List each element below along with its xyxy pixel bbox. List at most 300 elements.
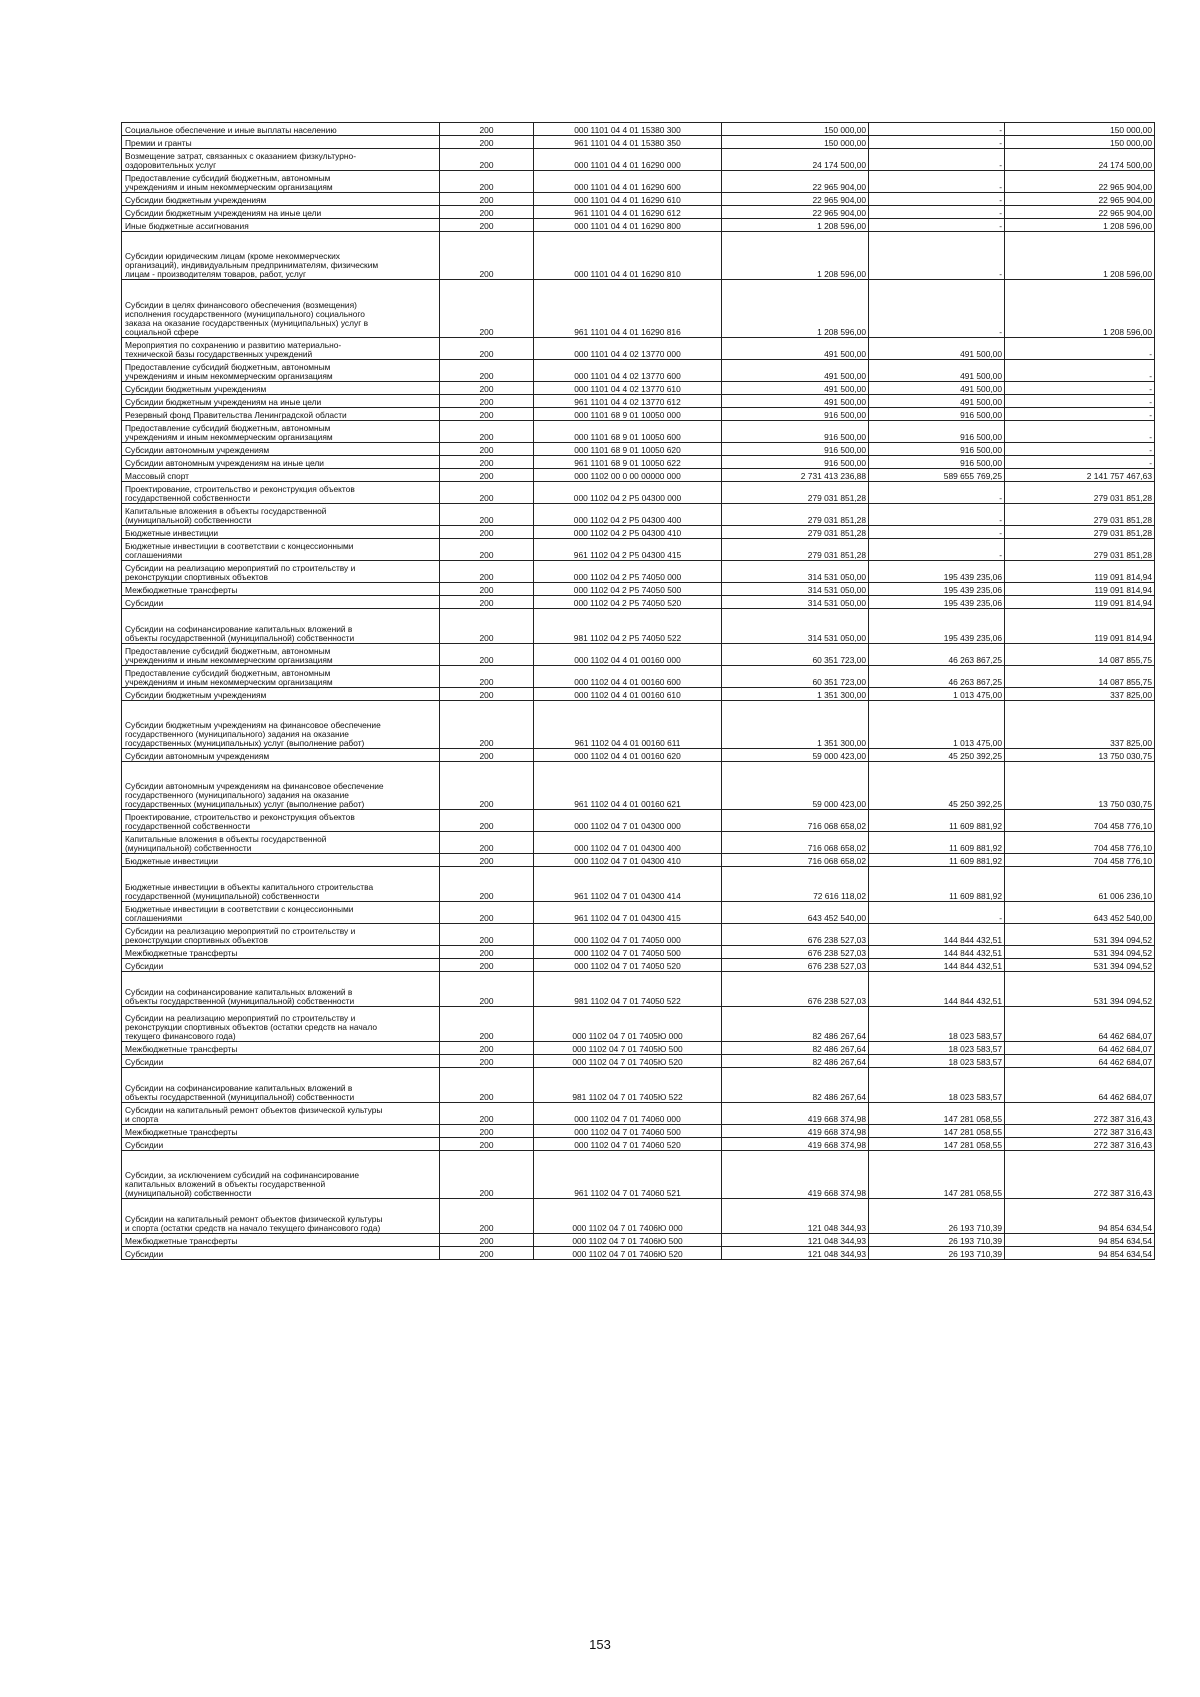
table-row [122, 924, 1155, 946]
table-row [122, 136, 1155, 149]
row-unexecuted-amount-cell: - [1005, 338, 1155, 360]
table-row [122, 867, 1155, 902]
row-code-cell: 200 [440, 171, 534, 193]
table-row [122, 206, 1155, 219]
row-unexecuted-amount-cell: 64 462 684,07 [1005, 1042, 1155, 1055]
row-code-cell: 200 [440, 456, 534, 469]
row-code-cell: 200 [440, 924, 534, 946]
row-unexecuted-amount-cell: 279 031 851,28 [1005, 526, 1155, 539]
row-code-cell: 200 [440, 972, 534, 1007]
row-unexecuted-amount-cell: 337 825,00 [1005, 688, 1155, 701]
row-executed-amount-cell: - [869, 193, 1005, 206]
row-code-cell: 200 [440, 539, 534, 561]
row-approved-amount-cell: 59 000 423,00 [722, 762, 869, 810]
row-executed-amount-cell: - [869, 482, 1005, 504]
row-executed-amount-cell: 147 281 058,55 [869, 1103, 1005, 1125]
row-code-cell: 200 [440, 867, 534, 902]
row-unexecuted-amount-cell: 64 462 684,07 [1005, 1068, 1155, 1103]
row-classification-code-cell: 981 1102 04 2 P5 74050 522 [534, 609, 722, 644]
row-classification-code-cell: 000 1102 04 2 P5 74050 500 [534, 583, 722, 596]
row-executed-amount-cell: 45 250 392,25 [869, 749, 1005, 762]
row-executed-amount-cell: 491 500,00 [869, 360, 1005, 382]
row-unexecuted-amount-cell: - [1005, 382, 1155, 395]
row-unexecuted-amount-cell: 64 462 684,07 [1005, 1055, 1155, 1068]
row-executed-amount-cell: 26 193 710,39 [869, 1247, 1005, 1260]
row-approved-amount-cell: 676 238 527,03 [722, 959, 869, 972]
row-name-cell: Мероприятия по сохранению и развитию материально- технической базы государственных учреждений [122, 338, 440, 360]
row-code-cell: 200 [440, 1234, 534, 1247]
row-approved-amount-cell: 676 238 527,03 [722, 924, 869, 946]
row-name-cell: Социальное обеспечение и иные выплаты населению [122, 123, 440, 136]
row-name-cell: Субсидии бюджетным учреждениям на финансовое обеспечение государственного (муниципального) задания на оказание государственных (муниципальных) услуг (выполнение работ) [122, 701, 440, 749]
row-name-cell: Субсидии на реализацию мероприятий по строительству и реконструкции спортивных объектов [122, 924, 440, 946]
row-classification-code-cell: 000 1102 04 4 01 00160 600 [534, 666, 722, 688]
row-name-cell: Субсидии [122, 1138, 440, 1151]
row-unexecuted-amount-cell: 279 031 851,28 [1005, 482, 1155, 504]
row-name-cell: Предоставление субсидий бюджетным, автономным учреждениям и иным некоммерческим организациям [122, 421, 440, 443]
table-row [122, 526, 1155, 539]
row-approved-amount-cell: 491 500,00 [722, 360, 869, 382]
row-classification-code-cell: 000 1101 68 9 01 10050 000 [534, 408, 722, 421]
row-approved-amount-cell: 916 500,00 [722, 443, 869, 456]
row-unexecuted-amount-cell: 531 394 094,52 [1005, 972, 1155, 1007]
row-executed-amount-cell: 916 500,00 [869, 408, 1005, 421]
table-row [122, 232, 1155, 280]
table-row [122, 1151, 1155, 1199]
row-executed-amount-cell: 144 844 432,51 [869, 924, 1005, 946]
row-unexecuted-amount-cell: 119 091 814,94 [1005, 561, 1155, 583]
row-code-cell: 200 [440, 596, 534, 609]
row-classification-code-cell: 000 1102 04 7 01 74060 000 [534, 1103, 722, 1125]
row-unexecuted-amount-cell: - [1005, 456, 1155, 469]
row-unexecuted-amount-cell: 94 854 634,54 [1005, 1199, 1155, 1234]
row-name-cell: Межбюджетные трансферты [122, 946, 440, 959]
table-row [122, 360, 1155, 382]
row-classification-code-cell: 000 1102 04 7 01 7406Ю 520 [534, 1247, 722, 1260]
table-row [122, 1042, 1155, 1055]
row-code-cell: 200 [440, 206, 534, 219]
row-classification-code-cell: 000 1101 04 4 01 16290 600 [534, 171, 722, 193]
row-code-cell: 200 [440, 946, 534, 959]
row-executed-amount-cell: 144 844 432,51 [869, 972, 1005, 1007]
table-row [122, 443, 1155, 456]
row-approved-amount-cell: 1 351 300,00 [722, 701, 869, 749]
row-classification-code-cell: 000 1101 68 9 01 10050 600 [534, 421, 722, 443]
row-name-cell: Межбюджетные трансферты [122, 1125, 440, 1138]
row-classification-code-cell: 000 1102 04 7 01 74060 520 [534, 1138, 722, 1151]
row-approved-amount-cell: 82 486 267,64 [722, 1042, 869, 1055]
row-approved-amount-cell: 1 208 596,00 [722, 232, 869, 280]
table-row [122, 854, 1155, 867]
row-executed-amount-cell: 195 439 235,06 [869, 609, 1005, 644]
row-approved-amount-cell: 716 068 658,02 [722, 810, 869, 832]
row-unexecuted-amount-cell: 272 387 316,43 [1005, 1125, 1155, 1138]
row-name-cell: Субсидии на реализацию мероприятий по строительству и реконструкции спортивных объектов [122, 561, 440, 583]
table-row [122, 395, 1155, 408]
row-executed-amount-cell: 11 609 881,92 [869, 867, 1005, 902]
row-classification-code-cell: 000 1102 04 7 01 7406Ю 500 [534, 1234, 722, 1247]
row-classification-code-cell: 000 1101 04 4 01 15380 300 [534, 123, 722, 136]
page-number: 153 [589, 1637, 611, 1652]
row-approved-amount-cell: 419 668 374,98 [722, 1103, 869, 1125]
row-approved-amount-cell: 2 731 413 236,88 [722, 469, 869, 482]
table-row [122, 959, 1155, 972]
table-row [122, 482, 1155, 504]
row-classification-code-cell: 000 1102 04 7 01 04300 000 [534, 810, 722, 832]
row-unexecuted-amount-cell: 704 458 776,10 [1005, 810, 1155, 832]
row-approved-amount-cell: 314 531 050,00 [722, 583, 869, 596]
row-name-cell: Субсидии [122, 596, 440, 609]
table-row [122, 902, 1155, 924]
table-row [122, 1234, 1155, 1247]
row-code-cell: 200 [440, 482, 534, 504]
row-approved-amount-cell: 314 531 050,00 [722, 609, 869, 644]
row-classification-code-cell: 000 1102 04 7 01 04300 410 [534, 854, 722, 867]
row-code-cell: 200 [440, 1103, 534, 1125]
row-classification-code-cell: 000 1102 04 2 P5 04300 400 [534, 504, 722, 526]
row-approved-amount-cell: 716 068 658,02 [722, 854, 869, 867]
row-code-cell: 200 [440, 219, 534, 232]
row-executed-amount-cell: 46 263 867,25 [869, 644, 1005, 666]
row-executed-amount-cell: 18 023 583,57 [869, 1055, 1005, 1068]
row-approved-amount-cell: 491 500,00 [722, 395, 869, 408]
row-code-cell: 200 [440, 382, 534, 395]
row-unexecuted-amount-cell: 14 087 855,75 [1005, 644, 1155, 666]
row-executed-amount-cell: 18 023 583,57 [869, 1042, 1005, 1055]
row-approved-amount-cell: 314 531 050,00 [722, 596, 869, 609]
row-unexecuted-amount-cell: - [1005, 395, 1155, 408]
table-row [122, 583, 1155, 596]
row-name-cell: Субсидии автономным учреждениям на иные цели [122, 456, 440, 469]
row-classification-code-cell: 000 1101 04 4 01 16290 810 [534, 232, 722, 280]
row-classification-code-cell: 000 1102 04 7 01 74060 500 [534, 1125, 722, 1138]
row-approved-amount-cell: 916 500,00 [722, 408, 869, 421]
row-unexecuted-amount-cell: 119 091 814,94 [1005, 609, 1155, 644]
row-name-cell: Бюджетные инвестиции в соответствии с концессионными соглашениями [122, 902, 440, 924]
row-code-cell: 200 [440, 1247, 534, 1260]
row-executed-amount-cell: 18 023 583,57 [869, 1007, 1005, 1042]
row-classification-code-cell: 961 1101 04 4 01 16290 612 [534, 206, 722, 219]
budget-table-body [122, 123, 1155, 1260]
table-row [122, 688, 1155, 701]
row-classification-code-cell: 000 1102 04 2 P5 74050 000 [534, 561, 722, 583]
row-approved-amount-cell: 121 048 344,93 [722, 1234, 869, 1247]
row-code-cell: 200 [440, 701, 534, 749]
row-unexecuted-amount-cell: 643 452 540,00 [1005, 902, 1155, 924]
row-approved-amount-cell: 676 238 527,03 [722, 946, 869, 959]
row-approved-amount-cell: 314 531 050,00 [722, 561, 869, 583]
row-name-cell: Субсидии, за исключением субсидий на софинансирование капитальных вложений в объекты государственной (муниципальной) собственности [122, 1151, 440, 1199]
row-code-cell: 200 [440, 360, 534, 382]
row-executed-amount-cell: - [869, 526, 1005, 539]
row-name-cell: Субсидии автономным учреждениям [122, 443, 440, 456]
row-name-cell: Межбюджетные трансферты [122, 583, 440, 596]
row-unexecuted-amount-cell: 1 208 596,00 [1005, 232, 1155, 280]
table-row [122, 1007, 1155, 1042]
row-classification-code-cell: 961 1102 04 7 01 04300 415 [534, 902, 722, 924]
row-code-cell: 200 [440, 1199, 534, 1234]
row-code-cell: 200 [440, 526, 534, 539]
row-classification-code-cell: 000 1102 04 2 P5 74050 520 [534, 596, 722, 609]
row-unexecuted-amount-cell: 13 750 030,75 [1005, 762, 1155, 810]
row-code-cell: 200 [440, 193, 534, 206]
table-row [122, 149, 1155, 171]
row-executed-amount-cell: - [869, 206, 1005, 219]
row-classification-code-cell: 961 1101 04 4 01 15380 350 [534, 136, 722, 149]
row-approved-amount-cell: 676 238 527,03 [722, 972, 869, 1007]
table-row [122, 810, 1155, 832]
row-executed-amount-cell: 46 263 867,25 [869, 666, 1005, 688]
table-row [122, 561, 1155, 583]
table-row [122, 421, 1155, 443]
row-name-cell: Субсидии на капитальный ремонт объектов физической культуры и спорта [122, 1103, 440, 1125]
row-executed-amount-cell: 11 609 881,92 [869, 810, 1005, 832]
row-unexecuted-amount-cell: 272 387 316,43 [1005, 1138, 1155, 1151]
row-classification-code-cell: 961 1102 04 4 01 00160 621 [534, 762, 722, 810]
row-approved-amount-cell: 24 174 500,00 [722, 149, 869, 171]
row-approved-amount-cell: 150 000,00 [722, 123, 869, 136]
row-code-cell: 200 [440, 232, 534, 280]
row-code-cell: 200 [440, 959, 534, 972]
table-row [122, 382, 1155, 395]
row-classification-code-cell: 000 1102 04 7 01 74050 520 [534, 959, 722, 972]
row-unexecuted-amount-cell: 94 854 634,54 [1005, 1234, 1155, 1247]
row-code-cell: 200 [440, 1138, 534, 1151]
row-executed-amount-cell: 491 500,00 [869, 382, 1005, 395]
row-name-cell: Проектирование, строительство и реконструкция объектов государственной собственности [122, 810, 440, 832]
row-code-cell: 200 [440, 609, 534, 644]
row-approved-amount-cell: 60 351 723,00 [722, 666, 869, 688]
row-code-cell: 200 [440, 123, 534, 136]
row-name-cell: Субсидии [122, 959, 440, 972]
row-unexecuted-amount-cell: 272 387 316,43 [1005, 1151, 1155, 1199]
table-row [122, 762, 1155, 810]
row-executed-amount-cell: 1 013 475,00 [869, 701, 1005, 749]
row-name-cell: Возмещение затрат, связанных с оказанием физкультурно- оздоровительных услуг [122, 149, 440, 171]
row-name-cell: Субсидии в целях финансового обеспечения (возмещения) исполнения государственного (муниципального) социального заказа на оказание государственных (муниципальных) услуг в социальной сфере [122, 280, 440, 338]
row-unexecuted-amount-cell: 119 091 814,94 [1005, 596, 1155, 609]
row-classification-code-cell: 000 1102 04 4 01 00160 620 [534, 749, 722, 762]
row-unexecuted-amount-cell: - [1005, 360, 1155, 382]
row-name-cell: Межбюджетные трансферты [122, 1234, 440, 1247]
row-unexecuted-amount-cell: 61 006 236,10 [1005, 867, 1155, 902]
row-classification-code-cell: 000 1102 04 7 01 7405Ю 520 [534, 1055, 722, 1068]
row-classification-code-cell: 000 1102 04 7 01 7405Ю 000 [534, 1007, 722, 1042]
row-unexecuted-amount-cell: 704 458 776,10 [1005, 832, 1155, 854]
table-row [122, 972, 1155, 1007]
row-unexecuted-amount-cell: 22 965 904,00 [1005, 193, 1155, 206]
row-classification-code-cell: 000 1101 04 4 01 16290 800 [534, 219, 722, 232]
row-code-cell: 200 [440, 644, 534, 666]
table-row [122, 1055, 1155, 1068]
row-name-cell: Субсидии бюджетным учреждениям [122, 382, 440, 395]
row-name-cell: Капитальные вложения в объекты государственной (муниципальной) собственности [122, 832, 440, 854]
row-approved-amount-cell: 491 500,00 [722, 338, 869, 360]
row-code-cell: 200 [440, 762, 534, 810]
table-row [122, 1138, 1155, 1151]
row-code-cell: 200 [440, 1151, 534, 1199]
row-name-cell: Предоставление субсидий бюджетным, автономным учреждениям и иным некоммерческим организациям [122, 360, 440, 382]
row-name-cell: Проектирование, строительство и реконструкция объектов государственной собственности [122, 482, 440, 504]
row-executed-amount-cell: 916 500,00 [869, 443, 1005, 456]
row-approved-amount-cell: 1 208 596,00 [722, 219, 869, 232]
row-code-cell: 200 [440, 810, 534, 832]
row-executed-amount-cell: 195 439 235,06 [869, 583, 1005, 596]
table-row [122, 539, 1155, 561]
table-row [122, 504, 1155, 526]
row-executed-amount-cell: 147 281 058,55 [869, 1151, 1005, 1199]
row-classification-code-cell: 961 1102 04 4 01 00160 611 [534, 701, 722, 749]
row-approved-amount-cell: 150 000,00 [722, 136, 869, 149]
row-classification-code-cell: 000 1102 00 0 00 00000 000 [534, 469, 722, 482]
row-approved-amount-cell: 59 000 423,00 [722, 749, 869, 762]
row-executed-amount-cell: - [869, 504, 1005, 526]
row-classification-code-cell: 981 1102 04 7 01 7405Ю 522 [534, 1068, 722, 1103]
row-executed-amount-cell: 11 609 881,92 [869, 854, 1005, 867]
row-unexecuted-amount-cell: 2 141 757 467,63 [1005, 469, 1155, 482]
row-unexecuted-amount-cell: - [1005, 443, 1155, 456]
row-unexecuted-amount-cell: 279 031 851,28 [1005, 539, 1155, 561]
row-code-cell: 200 [440, 561, 534, 583]
row-code-cell: 200 [440, 421, 534, 443]
table-row [122, 666, 1155, 688]
row-name-cell: Субсидии на капитальный ремонт объектов физической культуры и спорта (остатки средств на начало текущего финансового года) [122, 1199, 440, 1234]
row-unexecuted-amount-cell: 14 087 855,75 [1005, 666, 1155, 688]
row-executed-amount-cell: - [869, 280, 1005, 338]
row-unexecuted-amount-cell: - [1005, 408, 1155, 421]
row-name-cell: Субсидии [122, 1247, 440, 1260]
row-classification-code-cell: 000 1101 04 4 02 13770 600 [534, 360, 722, 382]
row-code-cell: 200 [440, 666, 534, 688]
row-name-cell: Предоставление субсидий бюджетным, автономным учреждениям и иным некоммерческим организациям [122, 644, 440, 666]
row-code-cell: 200 [440, 469, 534, 482]
row-approved-amount-cell: 121 048 344,93 [722, 1247, 869, 1260]
row-name-cell: Бюджетные инвестиции в объекты капитального строительства государственной (муниципальной) собственности [122, 867, 440, 902]
row-classification-code-cell: 000 1101 04 4 02 13770 000 [534, 338, 722, 360]
table-row [122, 469, 1155, 482]
row-unexecuted-amount-cell: 150 000,00 [1005, 136, 1155, 149]
table-row [122, 1068, 1155, 1103]
row-name-cell: Бюджетные инвестиции [122, 854, 440, 867]
row-executed-amount-cell: 916 500,00 [869, 456, 1005, 469]
row-approved-amount-cell: 22 965 904,00 [722, 206, 869, 219]
row-name-cell: Субсидии юридическим лицам (кроме некоммерческих организаций), индивидуальным предпринимателям, физическим лицам - производителям товаров, работ, услуг [122, 232, 440, 280]
row-executed-amount-cell: - [869, 902, 1005, 924]
row-code-cell: 200 [440, 1125, 534, 1138]
row-approved-amount-cell: 82 486 267,64 [722, 1055, 869, 1068]
row-approved-amount-cell: 916 500,00 [722, 456, 869, 469]
row-approved-amount-cell: 82 486 267,64 [722, 1007, 869, 1042]
table-row [122, 408, 1155, 421]
row-name-cell: Бюджетные инвестиции [122, 526, 440, 539]
table-row [122, 1247, 1155, 1260]
row-executed-amount-cell: 195 439 235,06 [869, 561, 1005, 583]
row-approved-amount-cell: 72 616 118,02 [722, 867, 869, 902]
row-executed-amount-cell: - [869, 539, 1005, 561]
row-name-cell: Предоставление субсидий бюджетным, автономным учреждениям и иным некоммерческим организациям [122, 171, 440, 193]
row-executed-amount-cell: - [869, 219, 1005, 232]
row-unexecuted-amount-cell: 531 394 094,52 [1005, 924, 1155, 946]
row-classification-code-cell: 000 1101 68 9 01 10050 620 [534, 443, 722, 456]
row-name-cell: Предоставление субсидий бюджетным, автономным учреждениям и иным некоммерческим организациям [122, 666, 440, 688]
row-name-cell: Субсидии бюджетным учреждениям [122, 193, 440, 206]
row-name-cell: Субсидии бюджетным учреждениям на иные цели [122, 395, 440, 408]
row-name-cell: Субсидии бюджетным учреждениям [122, 688, 440, 701]
row-classification-code-cell: 000 1102 04 4 01 00160 610 [534, 688, 722, 701]
row-classification-code-cell: 000 1101 04 4 02 13770 610 [534, 382, 722, 395]
row-executed-amount-cell: 491 500,00 [869, 338, 1005, 360]
table-row [122, 946, 1155, 959]
row-code-cell: 200 [440, 149, 534, 171]
table-row [122, 596, 1155, 609]
row-unexecuted-amount-cell: 279 031 851,28 [1005, 504, 1155, 526]
row-executed-amount-cell: 1 013 475,00 [869, 688, 1005, 701]
row-approved-amount-cell: 22 965 904,00 [722, 171, 869, 193]
row-approved-amount-cell: 643 452 540,00 [722, 902, 869, 924]
row-code-cell: 200 [440, 1068, 534, 1103]
row-unexecuted-amount-cell: 272 387 316,43 [1005, 1103, 1155, 1125]
row-unexecuted-amount-cell: 24 174 500,00 [1005, 149, 1155, 171]
row-unexecuted-amount-cell: 13 750 030,75 [1005, 749, 1155, 762]
row-code-cell: 200 [440, 395, 534, 408]
table-row [122, 338, 1155, 360]
row-name-cell: Субсидии на софинансирование капитальных вложений в объекты государственной (муниципальной) собственности [122, 609, 440, 644]
row-name-cell: Субсидии на софинансирование капитальных вложений в объекты государственной (муниципальной) собственности [122, 1068, 440, 1103]
row-classification-code-cell: 000 1102 04 7 01 04300 400 [534, 832, 722, 854]
row-executed-amount-cell: - [869, 136, 1005, 149]
row-unexecuted-amount-cell: 1 208 596,00 [1005, 280, 1155, 338]
row-code-cell: 200 [440, 1042, 534, 1055]
row-approved-amount-cell: 82 486 267,64 [722, 1068, 869, 1103]
row-unexecuted-amount-cell: 1 208 596,00 [1005, 219, 1155, 232]
row-name-cell: Массовый спорт [122, 469, 440, 482]
table-row [122, 1199, 1155, 1234]
row-classification-code-cell: 000 1102 04 7 01 7406Ю 000 [534, 1199, 722, 1234]
row-classification-code-cell: 000 1102 04 2 P5 04300 000 [534, 482, 722, 504]
row-approved-amount-cell: 279 031 851,28 [722, 504, 869, 526]
row-classification-code-cell: 961 1102 04 7 01 04300 414 [534, 867, 722, 902]
row-code-cell: 200 [440, 854, 534, 867]
row-executed-amount-cell: - [869, 149, 1005, 171]
table-row [122, 1103, 1155, 1125]
row-approved-amount-cell: 419 668 374,98 [722, 1125, 869, 1138]
row-classification-code-cell: 981 1102 04 7 01 74050 522 [534, 972, 722, 1007]
row-executed-amount-cell: 491 500,00 [869, 395, 1005, 408]
row-name-cell: Резервный фонд Правительства Ленинградской области [122, 408, 440, 421]
row-name-cell: Субсидии [122, 1055, 440, 1068]
row-unexecuted-amount-cell: 64 462 684,07 [1005, 1007, 1155, 1042]
row-unexecuted-amount-cell: 119 091 814,94 [1005, 583, 1155, 596]
row-approved-amount-cell: 279 031 851,28 [722, 482, 869, 504]
row-executed-amount-cell: 26 193 710,39 [869, 1199, 1005, 1234]
table-row [122, 749, 1155, 762]
row-unexecuted-amount-cell: 94 854 634,54 [1005, 1247, 1155, 1260]
row-name-cell: Иные бюджетные ассигнования [122, 219, 440, 232]
row-code-cell: 200 [440, 338, 534, 360]
row-unexecuted-amount-cell: 22 965 904,00 [1005, 171, 1155, 193]
row-code-cell: 200 [440, 688, 534, 701]
row-executed-amount-cell: 144 844 432,51 [869, 959, 1005, 972]
row-approved-amount-cell: 916 500,00 [722, 421, 869, 443]
table-row [122, 171, 1155, 193]
row-code-cell: 200 [440, 583, 534, 596]
row-unexecuted-amount-cell: 337 825,00 [1005, 701, 1155, 749]
row-unexecuted-amount-cell: - [1005, 421, 1155, 443]
row-name-cell: Субсидии бюджетным учреждениям на иные цели [122, 206, 440, 219]
table-row [122, 193, 1155, 206]
row-approved-amount-cell: 716 068 658,02 [722, 832, 869, 854]
row-approved-amount-cell: 279 031 851,28 [722, 526, 869, 539]
